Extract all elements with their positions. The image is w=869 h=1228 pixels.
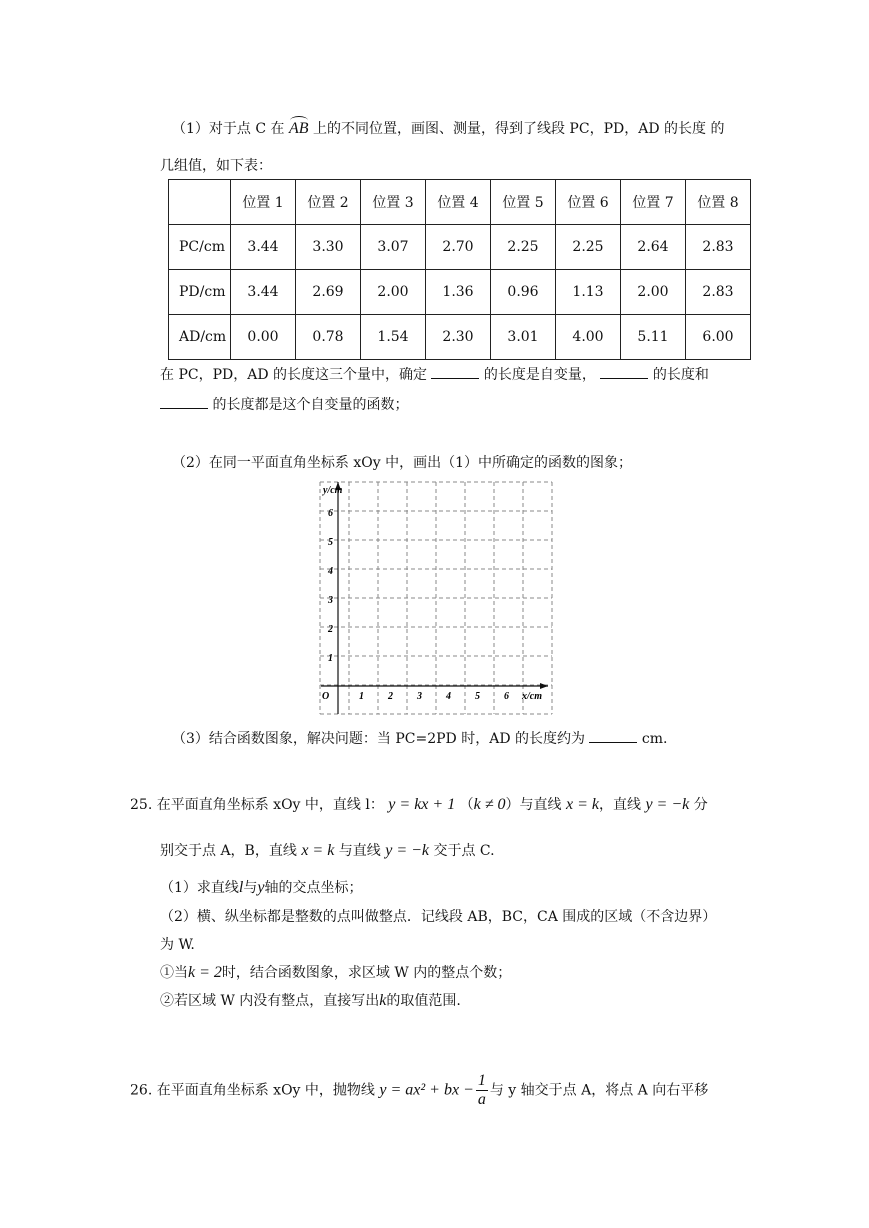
y-tick-label: 1: [328, 653, 333, 664]
q25-condition: k ≠ 0: [473, 796, 506, 813]
table-cell: 3.44: [231, 225, 296, 270]
table-cell: 2.00: [621, 270, 686, 315]
after-table-text-a: 在 PC，PD，AD 的长度这三个量中，确定: [160, 367, 428, 383]
q25-equation-y-neg-k: y = −k: [645, 796, 690, 813]
q26-text: 在平面直角坐标系 xOy 中，抛物线: [156, 1082, 375, 1099]
q25-sub1-text: 与: [243, 880, 258, 896]
answer-blank[interactable]: [160, 396, 208, 409]
table-header-cell: 位置 1: [231, 180, 296, 225]
table-header-cell: 位置 6: [556, 180, 621, 225]
q26-fraction-denominator: a: [477, 1091, 486, 1108]
q25-case1-text: 时，结合函数图象，求区域 W 内的整点个数；: [221, 965, 512, 981]
after-table-text-c: 的长度和: [652, 367, 709, 383]
y-axis-label: y/cm: [323, 485, 343, 496]
table-header-cell: 位置 2: [296, 180, 361, 225]
y-tick-label: 2: [328, 624, 333, 635]
table-cell: 2.25: [556, 225, 621, 270]
q25-text: （: [459, 797, 474, 813]
q25-text: 与直线: [338, 843, 381, 859]
table-cell: 6.00: [686, 315, 751, 360]
table-row: [169, 315, 751, 360]
table-cell: 2.30: [426, 315, 491, 360]
q25-symbol-l: l: [238, 879, 244, 896]
x-tick-label: 5: [475, 691, 480, 702]
q26-line1: [130, 1072, 708, 1109]
x-tick-label: 4: [446, 691, 451, 702]
answer-blank[interactable]: [600, 366, 648, 379]
x-tick-label: 6: [504, 691, 509, 702]
y-tick-label: 5: [328, 537, 333, 548]
table-row: [169, 225, 751, 270]
q26-fraction: [476, 1072, 488, 1109]
y-tick-label: 6: [328, 508, 333, 519]
table-row-label: PC/cm: [169, 225, 231, 270]
q25-line2: [160, 840, 495, 860]
table-row-label: AD/cm: [169, 315, 231, 360]
table-cell: 2.70: [426, 225, 491, 270]
q25-case1-equation: k = 2: [188, 964, 222, 981]
q25-case1-text: ①当: [160, 965, 188, 981]
table-header-row: [169, 180, 751, 225]
table-cell: 5.11: [621, 315, 686, 360]
x-tick-label: 1: [359, 691, 364, 702]
part2-text: （2）在同一平面直角坐标系 xOy 中，画出（1）中所确定的函数的图象；: [172, 455, 632, 471]
table-cell: 1.36: [426, 270, 491, 315]
x-tick-label: 3: [417, 691, 422, 702]
answer-blank[interactable]: [589, 730, 637, 743]
q26-fraction-numerator: 1: [477, 1072, 486, 1089]
table-cell: 3.44: [231, 270, 296, 315]
after-table-text-d: 的长度都是这个自变量的函数；: [212, 397, 409, 413]
table-cell: 2.83: [686, 225, 751, 270]
table-cell: 1.13: [556, 270, 621, 315]
part3-line: [172, 728, 668, 748]
grid-labels: [322, 485, 542, 702]
table-cell: 0.00: [231, 315, 296, 360]
part3-text-a: （3）结合函数图象，解决问题：当 PC=2PD 时，AD 的长度约为: [172, 731, 586, 747]
table-cell: 2.25: [491, 225, 556, 270]
table-row: [169, 270, 751, 315]
table-header-cell: [169, 180, 231, 225]
after-table-text-b: 的长度是自变量，: [483, 367, 596, 383]
measurement-table: [168, 179, 751, 360]
y-tick-label: 3: [328, 595, 333, 606]
table-cell: 3.07: [361, 225, 426, 270]
table-cell: 3.30: [296, 225, 361, 270]
answer-blank[interactable]: [431, 366, 479, 379]
part1-text-post: 上的不同位置，画图、测量，得到了线段 PC，PD，AD 的长度 的: [312, 121, 725, 137]
q25-text: 交于点 C.: [433, 843, 495, 859]
q26-parabola-equation: y = ax² + bx −: [379, 1081, 474, 1099]
part3-text-b: cm.: [641, 731, 668, 747]
q25-text: 别交于点 A，B，直线: [160, 843, 297, 859]
arc-ab-label: AB: [288, 120, 309, 137]
q25-sub1-text: 轴的交点坐标；: [264, 880, 363, 896]
q25-equation-y-neg-k: y = −k: [385, 842, 430, 859]
table-header-cell: 位置 8: [686, 180, 751, 225]
part1-line2: 几组值，如下表：: [160, 158, 272, 174]
table-header-cell: 位置 3: [361, 180, 426, 225]
q25-text: ）与直线: [505, 797, 562, 813]
q25-equation-line-l: y = kx + 1: [388, 796, 456, 813]
q25-line1: [130, 794, 708, 814]
part1-line1: [172, 118, 724, 138]
q25-text: ，直线: [599, 797, 641, 813]
table-header-cell: 位置 5: [491, 180, 556, 225]
table-cell: 1.54: [361, 315, 426, 360]
table-cell: 2.69: [296, 270, 361, 315]
q25-equation-x-k: x = k: [301, 842, 335, 859]
after-table-line2: [160, 394, 408, 414]
q25-symbol-k: k: [379, 992, 387, 1009]
table-header-cell: 位置 4: [426, 180, 491, 225]
q25-equation-x-k: x = k: [566, 796, 599, 813]
q25-sub2-cont: 为 W.: [160, 937, 195, 953]
q26-text: 与 y 轴交于点 A，将点 A 向右平移: [489, 1082, 709, 1099]
table-cell: 4.00: [556, 315, 621, 360]
coordinate-grid: [300, 476, 560, 720]
q25-sub1: [160, 877, 362, 897]
table-cell: 2.64: [621, 225, 686, 270]
table-cell: 2.00: [361, 270, 426, 315]
table-cell: 2.83: [686, 270, 751, 315]
q25-case2-text: ②若区域 W 内没有整点，直接写出: [160, 993, 380, 1009]
q25-case2-text: 的取值范围.: [386, 993, 461, 1009]
q25-sub1-text: （1）求直线: [160, 880, 239, 896]
x-axis-arrow: [540, 683, 548, 689]
table-cell: 0.96: [491, 270, 556, 315]
x-tick-label: 2: [388, 691, 393, 702]
table-header-cell: 位置 7: [621, 180, 686, 225]
q25-case2: [160, 990, 461, 1010]
q26-number: 26.: [130, 1082, 153, 1099]
x-axis-label: x/cm: [522, 691, 542, 702]
q25-text: 分: [693, 797, 708, 813]
q25-sub2: （2）横、纵坐标都是整数的点叫做整点．记线段 AB，BC，CA 围成的区域（不含边界）: [160, 909, 717, 925]
table-row-label: PD/cm: [169, 270, 231, 315]
after-table-line1: [160, 364, 709, 384]
q25-case1: [160, 962, 511, 982]
table-cell: 3.01: [491, 315, 556, 360]
q25-number: 25.: [130, 797, 153, 813]
origin-label: O: [322, 691, 330, 702]
grid-lines: [320, 482, 552, 714]
q25-text: 在平面直角坐标系 xOy 中，直线 l：: [156, 797, 384, 813]
q25-symbol-y: y: [257, 879, 265, 896]
table-cell: 0.78: [296, 315, 361, 360]
y-tick-label: 4: [328, 566, 333, 577]
part1-text-pre: （1）对于点 C 在: [172, 121, 285, 137]
